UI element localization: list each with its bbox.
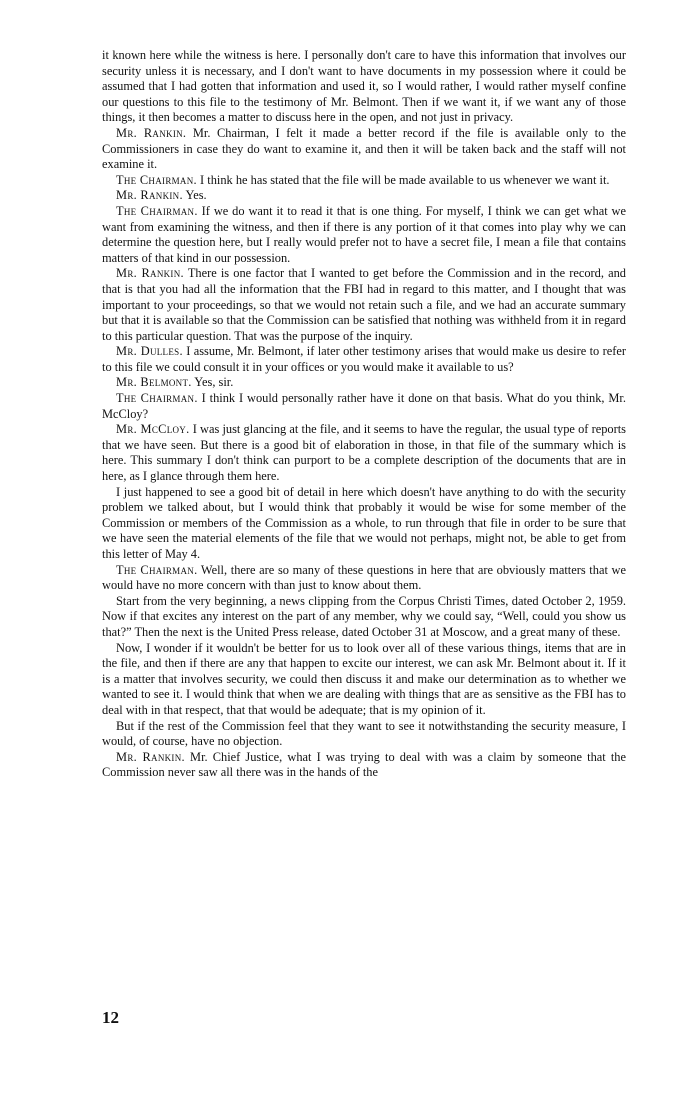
- speaker-name: Mr. Rankin.: [116, 749, 185, 764]
- paragraph-text: There is one factor that I wanted to get before the Commission and in the record, and that is that you had all the information that the FBI had in regard to this matter, and I thought that was important to your proceedings, so that we would not retain such a file, and we had an accurate summary but that it is available so that the Commission can be satisfied that nothing was withheld from it in regard to this particular question. That was the purpose of the inquiry.: [102, 266, 626, 343]
- speaker-name: The Chairman.: [116, 391, 198, 406]
- paragraph-text: Start from the very beginning, a news clipping from the Corpus Christi Times, dated October 2, 1959. Now if that excites any interest on the part of any member, why we could say, “Well, could you show us that?” Then the next is the United Press release, dated October 31 at Moscow, and a great many of these.: [102, 593, 626, 639]
- paragraph-11: [102, 485, 626, 563]
- paragraph-text: I assume, Mr. Belmont, if later other testimony arises that would make us desire to refer to this file we could consult it in your offices or you would make it available to us?: [102, 344, 626, 374]
- paragraph-12: [102, 563, 626, 594]
- page-number: 12: [102, 1008, 119, 1027]
- speaker-name: The Chairman.: [116, 203, 198, 218]
- speaker-name: The Chairman.: [116, 172, 197, 187]
- paragraph-14: [102, 641, 626, 719]
- paragraph-7: [102, 344, 626, 375]
- paragraph-text: Yes.: [182, 188, 207, 203]
- paragraph-text: Mr. Chief Justice, what I was trying to deal with was a claim by someone that the Commission never saw all there was in the hands of the: [102, 749, 626, 780]
- paragraph-15: [102, 719, 626, 750]
- speaker-name: Mr. Belmont.: [116, 375, 192, 390]
- paragraph-4: [102, 188, 626, 204]
- paragraph-3: [102, 173, 626, 189]
- paragraph-text: Now, I wonder if it wouldn't be better for us to look over all of these various things, items that are in the file, and then if there are any that happen to excite our interest, we can ask Mr. Belmont about it. If it is a matter that involves security, we could then discuss it and make our determination as to whether we wanted to see it. I would think that when we are dealing with things that are as sensitive as the FBI has to deal with in that respect, that that would be adequate; that is my opinion of it.: [102, 640, 626, 717]
- paragraph-10: [102, 422, 626, 484]
- speaker-name: Mr. McCloy.: [116, 422, 190, 437]
- paragraph-1: [102, 48, 626, 126]
- speaker-name: Mr. Rankin.: [116, 266, 184, 281]
- paragraph-text: it known here while the witness is here. I personally don't care to have this information that involves our security unless it is necessary, and I don't want to have documents in my possession where it could be assumed that I had gotten that information and used it, so I would rather, I would rather myself confine our questions to this file to the testimony of Mr. Belmont. Then if we want it, if we want any of those things, it then becomes a matter to discuss here in the open, and not just in privacy.: [102, 48, 626, 125]
- paragraph-text: I think I would personally rather have it done on that basis. What do you think, Mr. McCloy?: [102, 391, 626, 421]
- paragraph-9: [102, 391, 626, 422]
- paragraph-text: Well, there are so many of these questions in here that are obviously matters that we would have no more concern with than just to know about them.: [102, 562, 626, 593]
- speaker-name: Mr. Rankin.: [116, 125, 187, 140]
- paragraph-text: I think he has stated that the file will be made available to us whenever we want it.: [196, 172, 610, 187]
- paragraph-text: Yes, sir.: [191, 375, 234, 390]
- speaker-name: Mr. Dulles.: [116, 344, 183, 359]
- paragraph-6: [102, 266, 626, 344]
- paragraph-16: [102, 750, 626, 781]
- paragraph-text: But if the rest of the Commission feel that they want to see it notwithstanding the security measure, I would, of course, have no objection.: [102, 718, 626, 749]
- paragraph-text: If we do want it to read it that is one thing. For myself, I think we can get what we want from examining the witness, and then if there is any portion of it that comes into play why we can determine the question here, but I really would prefer not to have a secret file, I mean a file that contains matters of that kind in our possession.: [102, 203, 626, 265]
- paragraph-13: [102, 594, 626, 641]
- paragraph-5: [102, 204, 626, 266]
- transcript-page: [102, 48, 626, 781]
- speaker-name: Mr. Rankin.: [116, 188, 183, 203]
- paragraph-text: I was just glancing at the file, and it seems to have the regular, the usual type of reports that we have seen. But there is a good bit of elaboration in those, in that file of the summary which is here. This summary I don't think can purport to be a complete description of the documents that are in here, as I glance through them here.: [102, 422, 626, 484]
- paragraph-text: I just happened to see a good bit of detail in here which doesn't have anything to do with the security problem we talked about, but I would think that probably it would be wise for some member of the Commission or members of the Commission as a whole, to run through that file in order to be sure that we have seen the material elements of the file that we would not perhaps, might not, be able to get from this letter of May 4.: [102, 484, 626, 561]
- speaker-name: The Chairman.: [116, 562, 198, 577]
- paragraph-8: [102, 375, 626, 391]
- paragraph-text: Mr. Chairman, I felt it made a better record if the file is available only to the Commissioners in case they do want to examine it, and then it will be taken back and the staff will not examine it.: [102, 125, 626, 172]
- paragraph-2: [102, 126, 626, 173]
